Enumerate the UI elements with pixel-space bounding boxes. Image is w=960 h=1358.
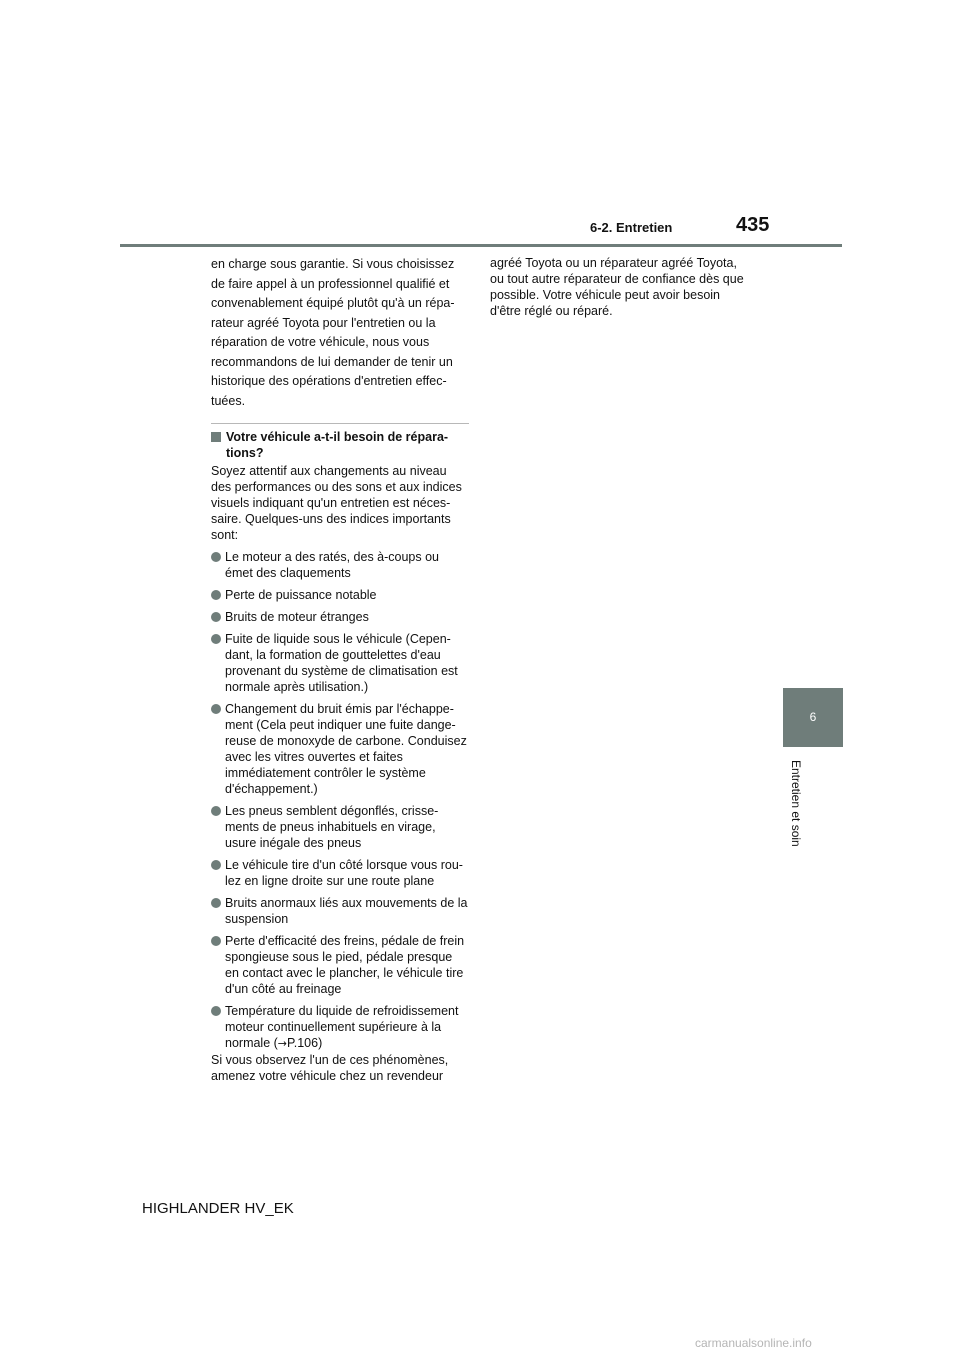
square-bullet-icon <box>211 432 221 442</box>
list-item <box>211 631 469 695</box>
subsection-heading-text: Votre véhicule a-t-il besoin de répara-tions? <box>226 430 449 460</box>
right-column <box>490 255 752 319</box>
list-item <box>211 609 469 625</box>
circle-bullet-icon <box>211 552 221 562</box>
right-column-paragraph: agréé Toyota ou un réparateur agréé Toyota, ou tout autre réparateur de confiance dès que possible. Votre véhicule peut avoir besoin d'être réglé ou réparé. <box>490 256 744 318</box>
intro-line: recommandons de lui demander de tenir un <box>211 354 453 369</box>
closing-paragraph: Si vous observez l'un de ces phénomènes, amenez votre véhicule chez un revendeur <box>211 1053 449 1083</box>
left-column <box>211 255 469 1084</box>
list-item-text: Bruits anormaux liés aux mouvements de la suspension <box>225 896 468 926</box>
intro-line: de faire appel à un professionnel qualifié et <box>211 276 450 291</box>
intro-line: historique des opérations d'entretien effec- <box>211 374 447 388</box>
intro-line: convenablement équipé plutôt qu'à un répa- <box>211 296 455 310</box>
subsection-heading <box>211 429 469 461</box>
list-item-text: Le véhicule tire d'un côté lorsque vous rou-lez en ligne droite sur une route plane <box>225 858 463 888</box>
list-item <box>211 701 469 797</box>
intro-paragraph <box>211 255 469 411</box>
list-item-text: Fuite de liquide sous le véhicule (Cepen-dant, la formation de gouttelettes d'eau provenant du système de climatisation est normale après utilisation.) <box>225 632 458 694</box>
intro-line: tuées. <box>211 393 246 408</box>
subsection-intro: Soyez attentif aux changements au niveau des performances ou des sons et aux indices visuels indiquant qu'un entretien est néces-saire. Quelques-uns des indices importants sont: <box>211 464 462 542</box>
chapter-tab-label: Entretien et soin <box>789 760 803 847</box>
page-reference-link[interactable]: P.106) <box>287 1036 323 1050</box>
circle-bullet-icon <box>211 936 221 946</box>
circle-bullet-icon <box>211 590 221 600</box>
list-item <box>211 895 469 927</box>
list-item-text: Le moteur a des ratés, des à-coups ou émet des claquements <box>225 550 440 580</box>
symptom-list <box>211 549 469 1052</box>
list-item <box>211 803 469 851</box>
watermark: carmanualsonline.info <box>695 1336 812 1350</box>
section-divider <box>211 423 469 424</box>
list-item <box>211 857 469 889</box>
intro-line: en charge sous garantie. Si vous choisissez <box>211 257 455 271</box>
page-number: 435 <box>736 214 770 236</box>
footer-model-name: HIGHLANDER HV_EK <box>142 1200 294 1217</box>
list-item <box>211 1003 469 1052</box>
list-item-text <box>225 1003 469 1052</box>
circle-bullet-icon <box>211 634 221 644</box>
circle-bullet-icon <box>211 898 221 908</box>
circle-bullet-icon <box>211 1006 221 1016</box>
circle-bullet-icon <box>211 704 221 714</box>
intro-line: rateur agréé Toyota pour l'entretien ou la <box>211 315 436 330</box>
circle-bullet-icon <box>211 612 221 622</box>
arrow-right-icon: → <box>277 1037 288 1050</box>
list-item-text: Les pneus semblent dégonflés, crisse-ments de pneus inhabituels en virage, usure inégale des pneus <box>225 804 439 850</box>
chapter-tab[interactable]: 6 <box>783 688 843 747</box>
section-title: 6-2. Entretien <box>590 220 673 235</box>
list-item <box>211 933 469 997</box>
list-item <box>211 587 469 603</box>
list-item-text: Bruits de moteur étranges <box>225 610 369 624</box>
list-item-text: Perte d'efficacité des freins, pédale de frein spongieuse sous le pied, pédale presque en contact avec le plancher, le véhicule tire d'un côté au freinage <box>225 934 465 996</box>
list-item-text: Perte de puissance notable <box>225 588 377 602</box>
list-item <box>211 549 469 581</box>
list-item-text: Changement du bruit émis par l'échappe-ment (Cela peut indiquer une fuite dange-reuse de monoxyde de carbone. Conduisez avec les vitres ouvertes et faites immédiatement contrôler le système d'échappement.) <box>225 702 467 796</box>
intro-line: réparation de votre véhicule, nous vous <box>211 335 430 349</box>
circle-bullet-icon <box>211 860 221 870</box>
circle-bullet-icon <box>211 806 221 816</box>
header-rule <box>120 244 842 247</box>
list-item-text-part: Température du liquide de refroidissement moteur continuellement supérieure à la normale ( <box>225 1004 459 1050</box>
